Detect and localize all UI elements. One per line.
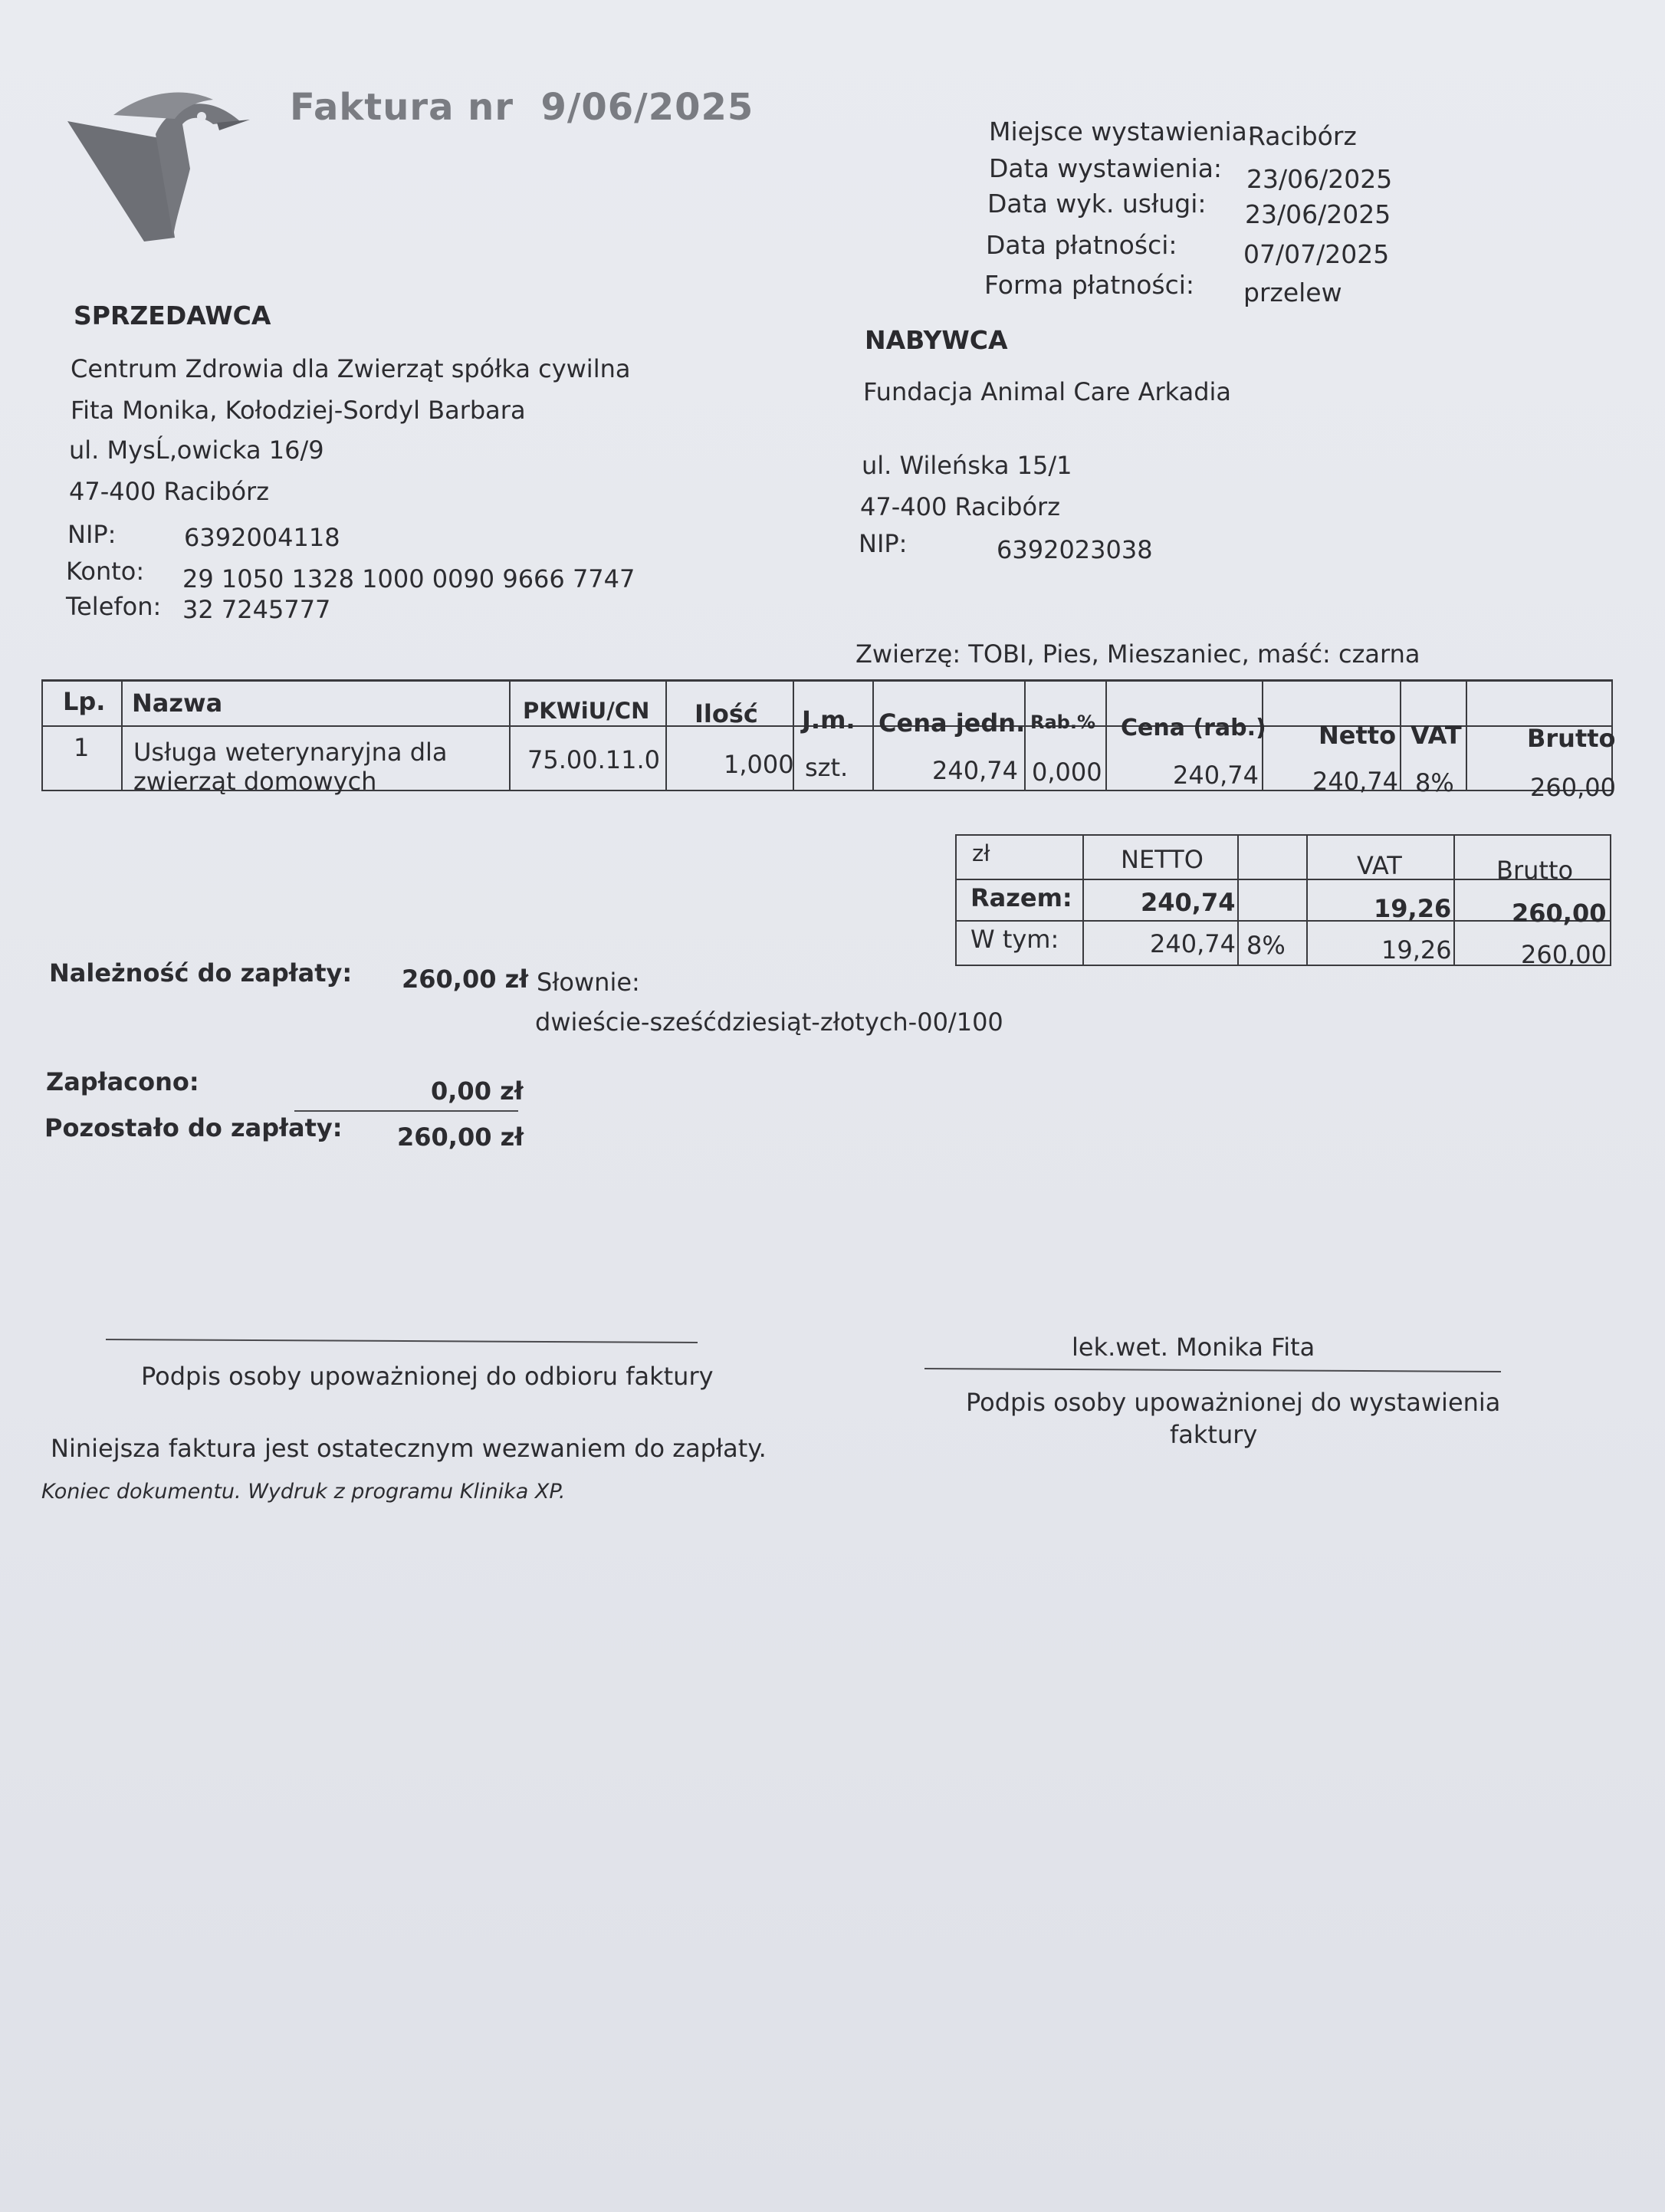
row-netto: 240,74 <box>1312 767 1398 796</box>
remaining-label: Pozostało do zapłaty: <box>44 1113 343 1142</box>
buyer-nip: 6392023038 <box>997 535 1153 564</box>
seller-telefon-label: Telefon: <box>66 592 162 621</box>
col-header-vat: VAT <box>1410 721 1462 750</box>
row-cena-jedn: 240,74 <box>932 756 1018 785</box>
meta-value-place: Racibórz <box>1248 121 1357 151</box>
issuer-caption-line1: Podpis osoby upoważnionej do wystawienia <box>966 1388 1501 1417</box>
due-label: Należność do zapłaty: <box>49 958 353 988</box>
summary-wtym-rate: 8% <box>1246 931 1286 960</box>
document-end-note: Koniec dokumentu. Wydruk z programu Klinika XP. <box>41 1480 566 1504</box>
summary-currency: zł <box>972 840 990 866</box>
col-header-rab: Rab.% <box>1030 712 1096 733</box>
seller-konto: 29 1050 1328 1000 0090 9666 7747 <box>182 564 635 593</box>
amount-in-words: dwieście-sześćdziesiąt-złotych-00/100 <box>535 1007 1003 1037</box>
seller-konto-label: Konto: <box>66 557 145 586</box>
row-nazwa-line2: zwierząt domowych <box>133 767 377 796</box>
seller-heading: SPRZEDAWCA <box>74 301 271 330</box>
meta-value-issue-date: 23/06/2025 <box>1246 164 1393 194</box>
buyer-name: Fundacja Animal Care Arkadia <box>863 377 1232 406</box>
buyer-city: 47-400 Racibórz <box>860 492 1060 521</box>
seller-street: ul. MysĹ‚owicka 16/9 <box>69 435 324 465</box>
summary-razem-vat: 19,26 <box>1374 894 1452 923</box>
summary-wtym-vat: 19,26 <box>1381 935 1452 965</box>
issuer-name: lek.wet. Monika Fita <box>1072 1333 1315 1362</box>
row-brutto: 260,00 <box>1530 773 1616 802</box>
row-rab: 0,000 <box>1032 758 1102 787</box>
receiver-signature-caption: Podpis osoby upoważnionej do odbioru faktury <box>141 1362 714 1391</box>
remaining-value: 260,00 zł <box>397 1122 524 1152</box>
summary-wtym-label: W tym: <box>970 925 1059 954</box>
seller-nip: 6392004118 <box>184 523 340 552</box>
invoice-number: 9/06/2025 <box>540 86 754 129</box>
paid-label: Zapłacono: <box>46 1067 199 1096</box>
col-header-ilosc: Ilość <box>695 699 758 728</box>
buyer-heading: NABYWCA <box>865 325 1008 355</box>
row-jm: szt. <box>805 753 849 782</box>
issuer-signature-line <box>924 1368 1501 1372</box>
summary-razem-label: Razem: <box>970 883 1072 912</box>
buyer-street: ul. Wileńska 15/1 <box>862 451 1072 480</box>
summary-razem-netto: 240,74 <box>1141 888 1236 917</box>
col-header-cena-jedn: Cena jedn. <box>878 708 1026 738</box>
col-header-cena-rab: Cena (rab.) <box>1121 715 1266 741</box>
col-header-brutto: Brutto <box>1527 724 1616 753</box>
summary-razem-brutto: 260,00 <box>1512 899 1607 928</box>
summary-wtym-brutto: 260,00 <box>1521 940 1607 969</box>
col-header-netto: Netto <box>1319 721 1397 750</box>
due-value: 260,00 zł <box>402 965 529 994</box>
animal-info: Zwierzę: TOBI, Pies, Mieszaniec, maść: czarna <box>855 639 1420 669</box>
summary-header-brutto: Brutto <box>1496 856 1574 885</box>
meta-label-issue-date: Data wystawienia: <box>989 153 1223 183</box>
col-header-jm: J.m. <box>802 705 855 735</box>
words-label: Słownie: <box>537 968 640 997</box>
summary-header-vat: VAT <box>1357 851 1402 880</box>
meta-label-place: Miejsce wystawienia: <box>989 117 1256 146</box>
meta-label-service-date: Data wyk. usługi: <box>987 189 1207 219</box>
paid-divider <box>294 1110 518 1112</box>
row-pkwiu: 75.00.11.0 <box>527 745 661 774</box>
buyer-nip-label: NIP: <box>859 529 908 558</box>
receiver-signature-line <box>106 1339 698 1343</box>
seller-name: Centrum Zdrowia dla Zwierząt spółka cywilna <box>71 354 631 383</box>
summary-wtym-netto: 240,74 <box>1150 929 1236 958</box>
seller-telefon: 32 7245777 <box>182 595 331 624</box>
clinic-logo-icon <box>67 84 251 249</box>
final-notice: Niniejsza faktura jest ostatecznym wezwaniem do zapłaty. <box>51 1434 767 1463</box>
row-lp: 1 <box>74 733 90 762</box>
invoice-title <box>290 86 754 129</box>
summary-header-netto: NETTO <box>1121 845 1204 874</box>
paid-value: 0,00 zł <box>431 1076 524 1106</box>
row-nazwa-line1: Usługa weterynaryjna dla <box>133 738 448 767</box>
row-vat: 8% <box>1415 768 1454 797</box>
seller-city: 47-400 Racibórz <box>69 477 269 506</box>
col-header-lp: Lp. <box>63 687 106 716</box>
meta-value-payment-date: 07/07/2025 <box>1243 239 1390 269</box>
invoice-title-prefix: Faktura nr <box>290 86 514 129</box>
meta-value-payment-form: przelew <box>1243 278 1342 307</box>
col-header-pkwiu: PKWiU/CN <box>523 698 650 724</box>
meta-label-payment-date: Data płatności: <box>986 230 1177 260</box>
row-cena-rab: 240,74 <box>1173 761 1259 790</box>
seller-nip-label: NIP: <box>67 520 117 549</box>
meta-value-service-date: 23/06/2025 <box>1245 199 1391 229</box>
col-header-nazwa: Nazwa <box>132 689 223 718</box>
meta-label-payment-form: Forma płatności: <box>984 270 1195 300</box>
row-ilosc: 1,000 <box>724 750 794 779</box>
issuer-caption-line2: faktury <box>1170 1420 1258 1449</box>
seller-owners: Fita Monika, Kołodziej-Sordyl Barbara <box>71 396 526 425</box>
